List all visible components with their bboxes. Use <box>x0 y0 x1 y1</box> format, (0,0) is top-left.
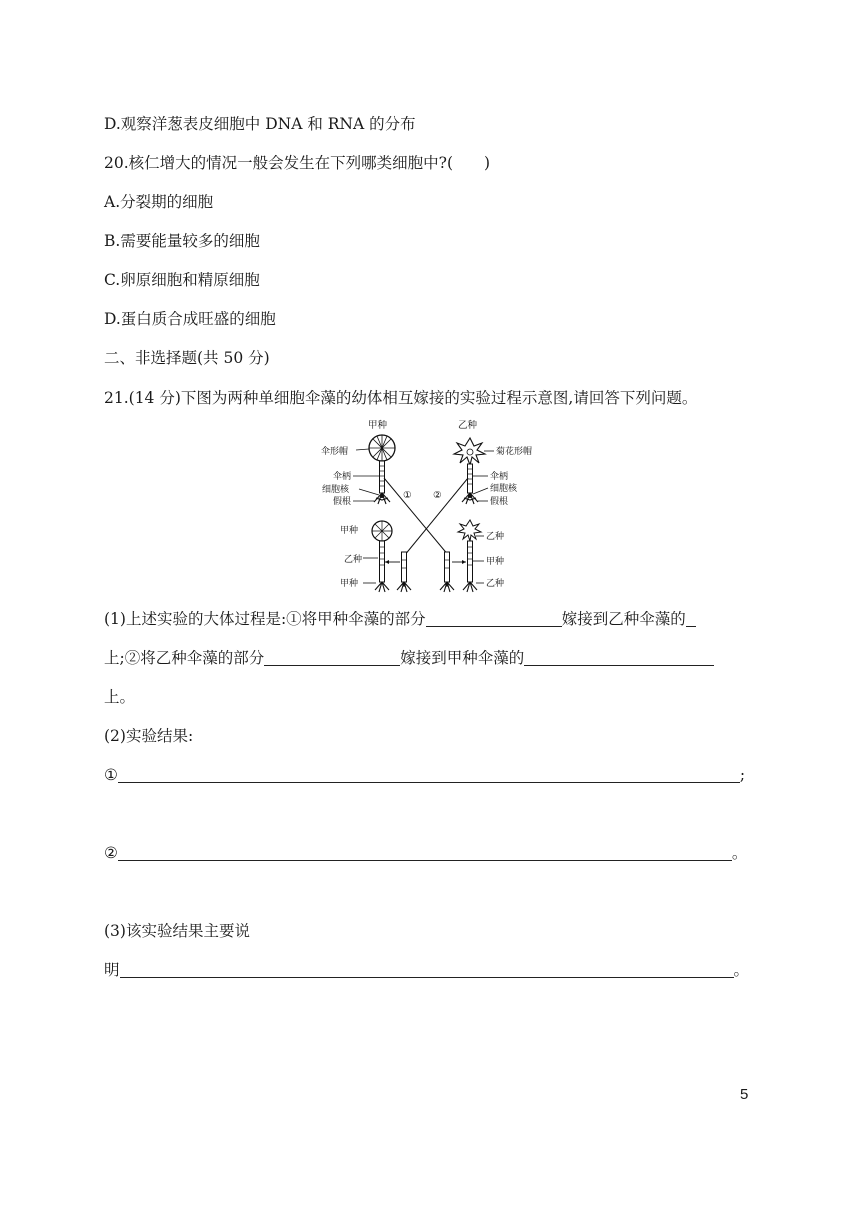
q21-part2-result-1 <box>104 765 745 785</box>
fig-label-species-a-top: 甲种 <box>368 420 388 431</box>
chrysanthemum-cap-icon <box>454 438 485 465</box>
page-number: 5 <box>740 1086 749 1103</box>
q21-part2-title: (2)实验结果: <box>104 727 194 745</box>
fig-marker-1: ① <box>403 490 412 501</box>
result-1-marker: ① <box>104 766 118 784</box>
result-2-marker: ② <box>104 844 118 862</box>
fig-label-species-b-bottom-cap: 乙种 <box>486 532 505 542</box>
q21-p1-seg2: 嫁接到乙种伞藻的 <box>561 610 686 628</box>
fig-label-species-a-bottom-cap: 甲种 <box>340 526 359 536</box>
fig-label-species-b-bottom-left: 乙种 <box>344 555 363 565</box>
grafting-diagram <box>318 416 534 596</box>
fig-label-cap: 伞形帽 <box>321 447 349 457</box>
q21-p3-end: 。 <box>733 961 750 979</box>
fig-label-stalk-right: 伞柄 <box>490 472 509 482</box>
q21-p1-seg1: (1)上述实验的大体过程是:①将甲种伞藻的部分 <box>104 610 426 628</box>
q21-part3-line2 <box>104 960 749 980</box>
fig-label-chrysanthemum-cap: 菊花形帽 <box>496 447 533 457</box>
q21-part2-result-2 <box>104 843 747 863</box>
answer-blank-4[interactable] <box>524 649 714 666</box>
result-2-end: 。 <box>731 844 748 862</box>
fig-label-species-a-bottom-right: 甲种 <box>486 557 505 567</box>
q20-option-a: A.分裂期的细胞 <box>104 193 214 211</box>
q21-part1-line1 <box>104 609 696 629</box>
q21-p1-seg4: 嫁接到甲种伞藻的 <box>400 649 525 667</box>
q21-p3-line2-start: 明 <box>104 961 120 979</box>
fig-label-stalk-left: 伞柄 <box>333 472 352 482</box>
fig-label-nucleus-right: 细胞核 <box>490 484 518 494</box>
q20-stem: 20.核仁增大的情况一般会发生在下列哪类细胞中?( ) <box>104 154 491 172</box>
fig-label-rhizoid-right: 假根 <box>490 497 509 507</box>
answer-blank-3[interactable] <box>264 649 400 666</box>
q20-option-d: D.蛋白质合成旺盛的细胞 <box>104 310 276 328</box>
fig-label-species-a-bottom-left: 甲种 <box>340 579 359 589</box>
fig-marker-2: ② <box>433 490 442 501</box>
q19-option-d: D.观察洋葱表皮细胞中 DNA 和 RNA 的分布 <box>104 115 416 133</box>
answer-blank-result-2[interactable] <box>118 844 732 861</box>
answer-blank-conclusion[interactable] <box>120 961 734 978</box>
answer-blank-2[interactable] <box>686 610 696 627</box>
q21-p1-seg3: 上;②将乙种伞藻的部分 <box>104 649 265 667</box>
q20-option-b: B.需要能量较多的细胞 <box>104 232 260 250</box>
answer-blank-result-1[interactable] <box>118 766 740 783</box>
q21-p1-seg5: 上。 <box>104 688 136 706</box>
umbrella-cap-icon <box>369 435 395 461</box>
fig-label-species-b-top: 乙种 <box>458 420 478 431</box>
fig-label-nucleus-left: 细胞核 <box>322 485 350 495</box>
q21-stem: 21.(14 分)下图为两种单细胞伞藻的幼体相互嫁接的实验过程示意图,请回答下列问题。 <box>104 389 698 407</box>
fig-label-species-b-bottom-right: 乙种 <box>486 579 505 589</box>
q21-part3-line1: (3)该实验结果主要说 <box>104 922 250 940</box>
q21-part1-line2 <box>104 648 714 668</box>
result-1-end: ; <box>739 766 746 784</box>
answer-blank-1[interactable] <box>426 610 562 627</box>
fig-label-rhizoid-left: 假根 <box>333 497 352 507</box>
q20-option-c: C.卵原细胞和精原细胞 <box>104 271 260 289</box>
section-title: 二、非选择题(共 50 分) <box>104 349 270 367</box>
